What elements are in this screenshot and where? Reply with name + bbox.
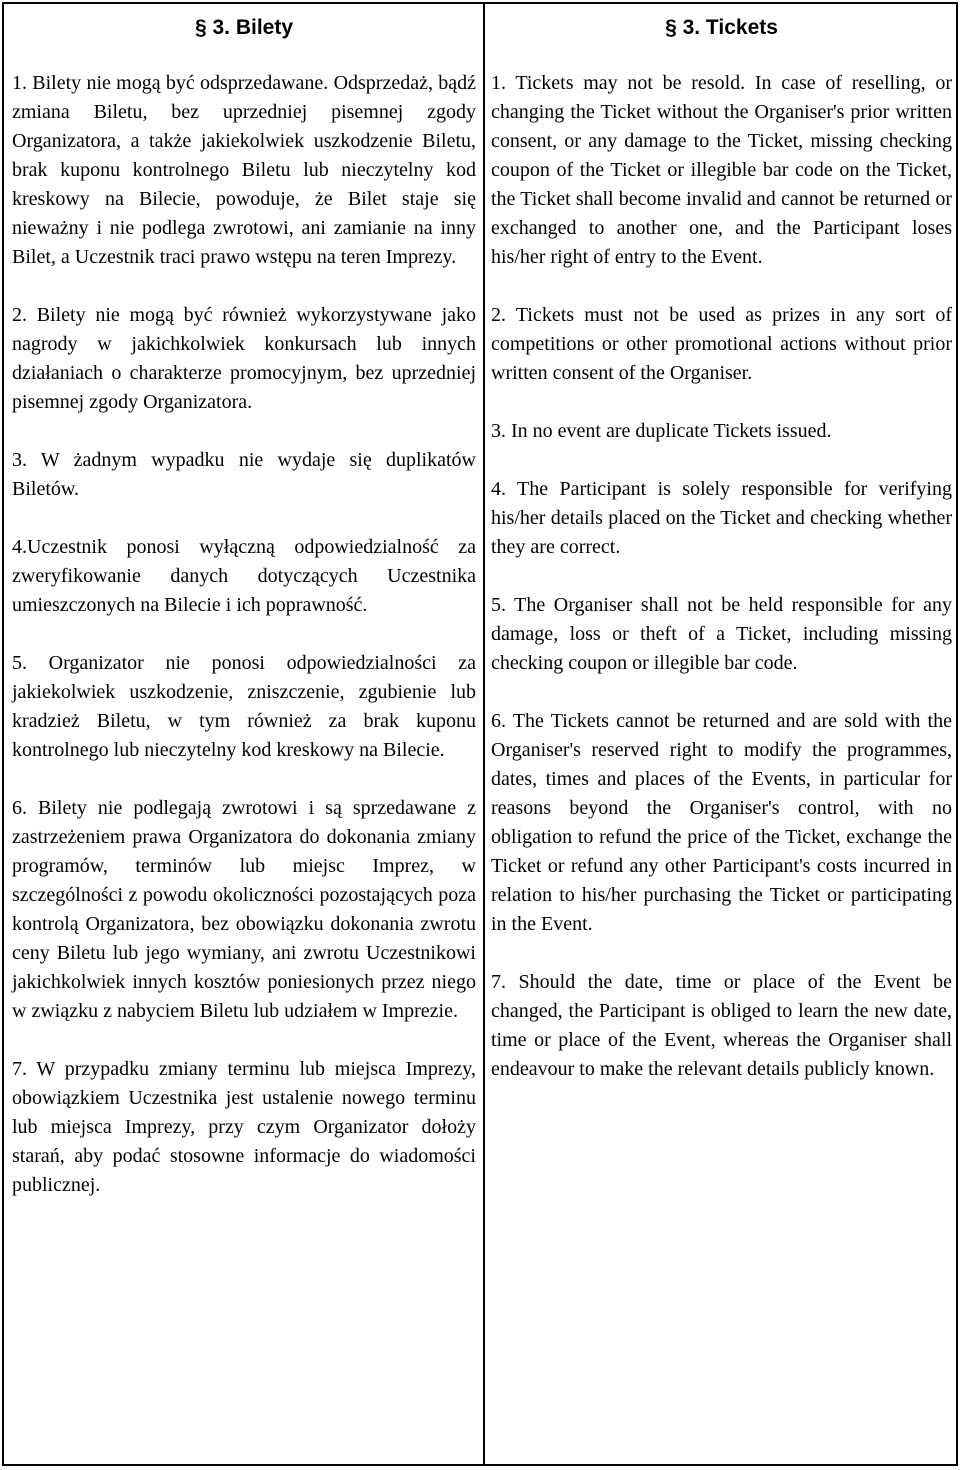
polish-paragraph-3: 3. W żadnym wypadku nie wydaje się duplikatów Biletów. <box>12 449 476 500</box>
polish-paragraph-5: 5. Organizator nie ponosi odpowiedzialności za jakiekolwiek uszkodzenie, zniszczenie, zgubienie lub kradzież Biletu, w tym również za brak kuponu kontrolnego lub nieczytelny kod kreskowy na Bilecie. <box>12 652 476 761</box>
english-paragraph-1: 1. Tickets may not be resold. In case of reselling, or changing the Ticket without the Organiser's prior written consent, or any damage to the Ticket, missing checking coupon of the Ticket or illegible bar code on the Ticket, the Ticket shall become invalid and cannot be returned or exchanged to another one, and the Participant loses his/her right of entry to the Event. <box>491 72 952 268</box>
english-column <box>485 4 958 1113</box>
english-section-heading: § 3. Tickets <box>665 16 778 39</box>
bilingual-document-table <box>2 2 958 1466</box>
polish-paragraph-6: 6. Bilety nie podlegają zwrotowi i są sprzedawane z zastrzeżeniem prawa Organizatora do dokonania zmiany programów, terminów lub miejsc Imprez, w szczególności z powodu okoliczności pozostających poza kontrolą Organizatora, bez obowiązku dokonania zwrotu ceny Biletu lub jego wymiany, ani zwrotu Uczestnikowi jakichkolwiek innych kosztów poniesionych przez niego w związku z nabyciem Biletu lub udziałem w Imprezie. <box>12 797 476 1022</box>
polish-section-heading: § 3. Bilety <box>194 16 294 39</box>
english-paragraph-7: 7. Should the date, time or place of the Event be changed, the Participant is obliged to learn the new date, time or place of the Event, whereas the Organiser shall endeavour to make the relevant details publicly known. <box>491 971 952 1080</box>
english-paragraph-3: 3. In no event are duplicate Tickets issued. <box>491 420 832 442</box>
polish-column <box>4 4 483 1229</box>
english-paragraph-4: 4. The Participant is solely responsible for verifying his/her details placed on the Ticket and checking whether they are correct. <box>491 478 952 558</box>
polish-paragraph-7: 7. W przypadku zmiany terminu lub miejsca Imprezy, obowiązkiem Uczestnika jest ustalenie nowego terminu lub miejsca Imprezy, przy czym Organizator dołoży starań, aby podać stosowne informacje do wiadomości publicznej. <box>12 1058 476 1196</box>
english-paragraph-6: 6. The Tickets cannot be returned and are sold with the Organiser's reserved right to modify the programmes, dates, times and places of the Events, in particular for reasons beyond the Organiser's control, with no obligation to refund the price of the Ticket, exchange the Ticket or refund any other Participant's costs incurred in relation to his/her purchasing the Ticket or participating in the Event. <box>491 710 952 935</box>
polish-paragraph-1: 1. Bilety nie mogą być odsprzedawane. Odsprzedaż, bądź zmiana Biletu, bez uprzedniej pisemnej zgody Organizatora, a także jakiekolwiek uszkodzenie Biletu, brak kuponu kontrolnego Biletu lub nieczytelny kod kreskowy na Bilecie, powoduje, że Bilet staje się nieważny i nie podlega zwrotowi, ani zamianie na inny Bilet, a Uczestnik traci prawo wstępu na teren Imprezy. <box>12 72 476 268</box>
english-paragraph-2: 2. Tickets must not be used as prizes in any sort of competitions or other promotional actions without prior written consent of the Organiser. <box>491 304 952 384</box>
polish-paragraph-2: 2. Bilety nie mogą być również wykorzystywane jako nagrody w jakichkolwiek konkursach lub innych działaniach o charakterze promocyjnym, bez uprzedniej pisemnej zgody Organizatora. <box>12 304 476 413</box>
english-paragraph-5: 5. The Organiser shall not be held responsible for any damage, loss or theft of a Ticket, including missing checking coupon or illegible bar code. <box>491 594 952 674</box>
polish-paragraph-4: 4.Uczestnik ponosi wyłączną odpowiedzialność za zweryfikowanie danych dotyczących Uczestnika umieszczonych na Bilecie i ich poprawność. <box>12 536 476 616</box>
